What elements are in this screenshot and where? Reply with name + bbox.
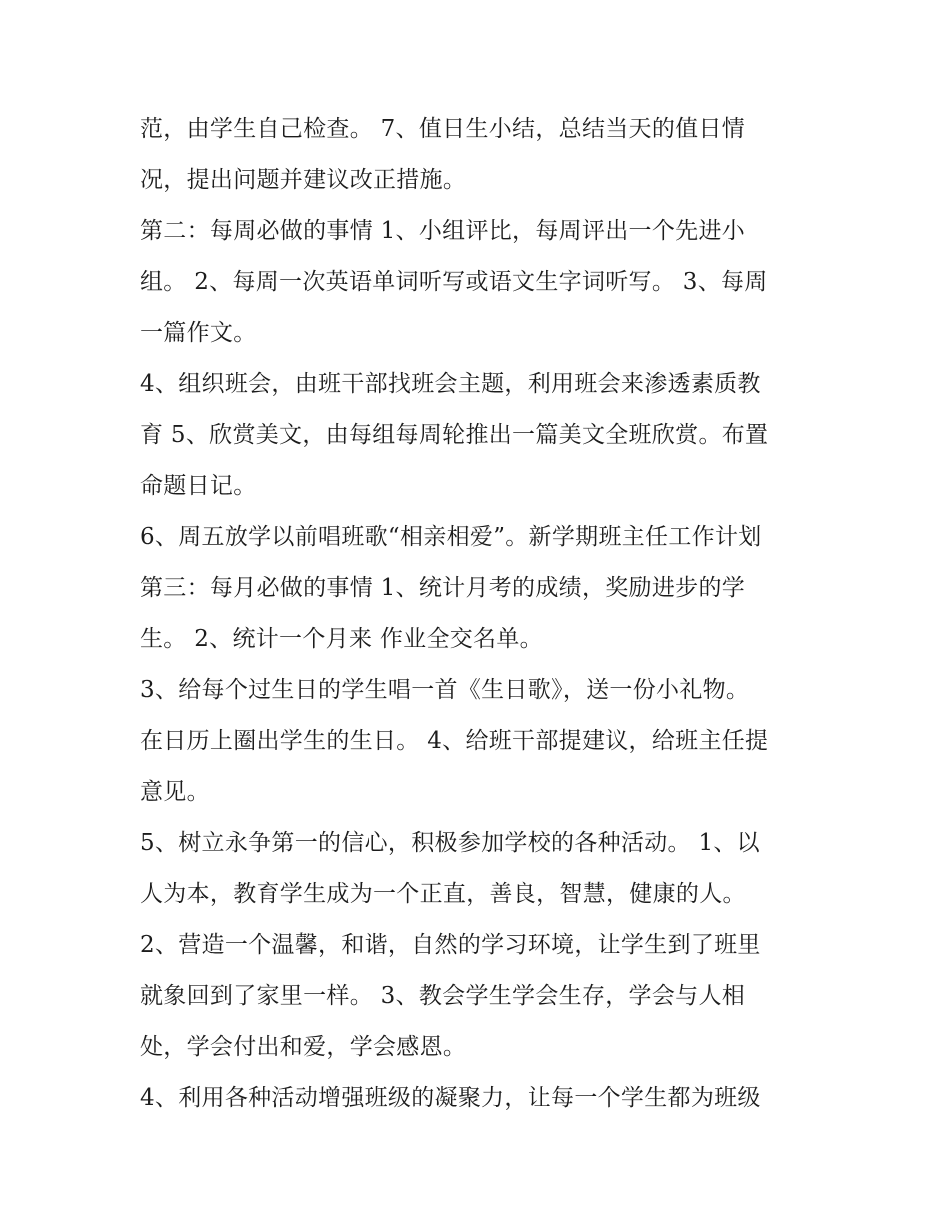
- text-line: 4、组织班会，由班干部找班会主题，利用班会来渗透素质教: [140, 371, 761, 397]
- text-line: 第二：每周必做的事情 1、小组评比，每周评出一个先进小: [140, 218, 746, 244]
- text-line: 处，学会付出和爱，学会感恩。: [140, 1034, 467, 1060]
- text-line: 一篇作文。: [140, 320, 257, 346]
- text-line: 4、利用各种活动增强班级的凝聚力，让每一个学生都为班级: [140, 1085, 761, 1111]
- text-line: 就象回到了家里一样。 3、教会学生学会生存，学会与人相: [140, 983, 746, 1009]
- text-line: 第三：每月必做的事情 1、统计月考的成绩，奖励进步的学: [140, 575, 746, 601]
- text-line: 在日历上圈出学生的生日。 4、给班干部提建议，给班主任提: [140, 728, 769, 754]
- text-line: 育 5、欣赏美文，由每组每周轮推出一篇美文全班欣赏。布置: [140, 422, 769, 448]
- text-line: 5、树立永争第一的信心，积极参加学校的各种活动。 1、以: [140, 830, 760, 856]
- text-line: 2、营造一个温馨，和谐，自然的学习环境，让学生到了班里: [140, 932, 761, 958]
- text-line: 组。 2、每周一次英语单词听写或语文生字词听写。 3、每周: [140, 269, 768, 295]
- text-line: 意见。: [140, 779, 210, 805]
- text-line: 生。 2、统计一个月来 作业全交名单。: [140, 626, 543, 652]
- text-line: 6、周五放学以前唱班歌“相亲相爱”。新学期班主任工作计划: [140, 524, 762, 550]
- text-line: 况，提出问题并建议改正措施。: [140, 167, 467, 193]
- document-body: [140, 104, 820, 1124]
- text-line: 3、给每个过生日的学生唱一首《生日歌》，送一份小礼物。: [140, 677, 750, 703]
- text-line: 人为本，教育学生成为一个正直，善良，智慧，健康的人。: [140, 881, 746, 907]
- text-line: 范，由学生自己检查。 7、值日生小结，总结当天的值日情: [140, 116, 746, 142]
- text-line: 命题日记。: [140, 473, 257, 499]
